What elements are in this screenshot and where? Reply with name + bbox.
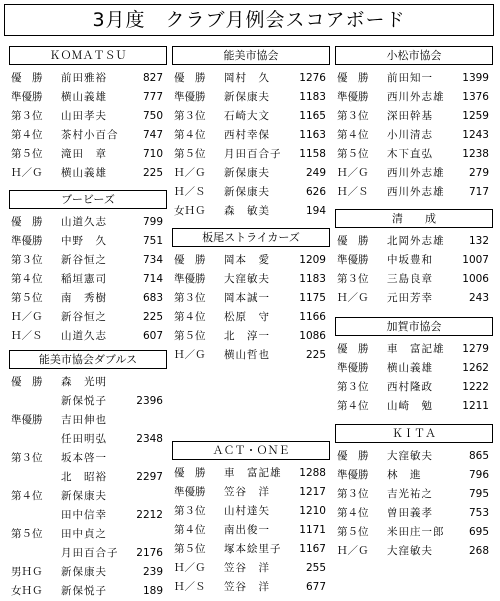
player-name: 元田芳幸 (387, 292, 433, 304)
player-name: 塚本絵里子 (224, 543, 282, 555)
score-value: 750 (142, 110, 163, 122)
rank-label: 第５位 (11, 528, 43, 540)
score-value: 2396 (136, 395, 163, 407)
rank-label: Ｈ／Ｇ (174, 562, 206, 574)
player-name: 岡村 久 (224, 72, 270, 84)
score-row (9, 373, 167, 392)
score-row (9, 392, 167, 411)
score-value: 747 (142, 129, 163, 141)
player-name: 曽田義孝 (387, 507, 433, 519)
score-row (335, 340, 493, 359)
score-row (172, 251, 330, 270)
rank-label: 第５位 (174, 148, 206, 160)
player-name: 横山義雄 (61, 167, 107, 179)
score-value: 751 (142, 235, 163, 247)
rank-label: Ｈ／Ｇ (174, 167, 206, 179)
score-row (9, 582, 167, 601)
player-name: 月田百合子 (61, 547, 119, 559)
rank-label: 第３位 (174, 110, 206, 122)
score-value: 1276 (299, 72, 326, 84)
score-box-kaga (335, 317, 493, 416)
player-name: 山田孝夫 (61, 110, 107, 122)
score-row (9, 506, 167, 525)
rank-label: 準優勝 (337, 254, 369, 266)
score-value: 2212 (136, 509, 163, 521)
score-value: 1279 (462, 343, 489, 355)
box-header: ブービーズ (9, 191, 167, 209)
score-row (335, 359, 493, 378)
rank-label: 優 勝 (174, 467, 206, 479)
rank-label: Ｈ／Ｓ (337, 186, 369, 198)
score-row (9, 411, 167, 430)
rank-label: 優 勝 (11, 72, 43, 84)
score-row (172, 308, 330, 327)
score-row (335, 145, 493, 164)
rank-label: 第４位 (11, 129, 43, 141)
rank-label: 第４位 (11, 273, 43, 285)
score-value: 1211 (462, 400, 489, 412)
player-name: 稲垣憲司 (61, 273, 107, 285)
score-value: 1288 (299, 467, 326, 479)
box-header: 板尾ストライカーズ (172, 229, 330, 247)
rank-label: Ｈ／Ｓ (174, 186, 206, 198)
score-row (172, 521, 330, 540)
player-name: 中野 久 (61, 235, 107, 247)
score-box-seisei (335, 209, 493, 308)
score-row (9, 544, 167, 563)
score-row (9, 232, 167, 251)
player-name: 大窪敏夫 (387, 450, 433, 462)
box-header: ＡＣＴ・ＯＮＥ (172, 442, 330, 460)
player-name: 西川外志雄 (387, 167, 445, 179)
rank-label: 第５位 (174, 543, 206, 555)
score-value: 865 (468, 450, 489, 462)
score-row (9, 308, 167, 327)
score-row (335, 485, 493, 504)
player-name: 笠谷 洋 (224, 562, 270, 574)
rank-label: Ｈ／Ｇ (11, 311, 43, 323)
score-row (9, 270, 167, 289)
rank-label: 優 勝 (11, 216, 43, 228)
rank-label: 女ＨＧ (11, 585, 43, 597)
score-value: 683 (142, 292, 163, 304)
score-row (335, 251, 493, 270)
player-name: 大窪敏夫 (224, 273, 270, 285)
rank-label: Ｈ／Ｇ (174, 349, 206, 361)
player-name: 西川外志雄 (387, 186, 445, 198)
box-header: 能美市協会ダブルス (9, 351, 167, 369)
player-name: 山道久志 (61, 330, 107, 342)
score-value: 1262 (462, 362, 489, 374)
rank-label: Ｈ／Ｓ (11, 330, 43, 342)
rank-label: 女ＨＧ (174, 205, 206, 217)
player-name: 北 昭裕 (61, 471, 107, 483)
rank-label: 優 勝 (11, 376, 43, 388)
score-value: 796 (468, 469, 489, 481)
player-name: 山村達矢 (224, 505, 270, 517)
score-row (172, 559, 330, 578)
player-name: 前田知一 (387, 72, 433, 84)
box-header: ＫＩＴＡ (335, 425, 493, 443)
player-name: 横山義雄 (387, 362, 433, 374)
score-box-kita (335, 424, 493, 561)
rank-label: 第５位 (174, 330, 206, 342)
rank-label: 第５位 (11, 148, 43, 160)
player-name: 三島良章 (387, 273, 433, 285)
player-name: 田中貞之 (61, 528, 107, 540)
rank-label: 第４位 (174, 311, 206, 323)
rank-label: Ｈ／Ｓ (174, 581, 206, 593)
score-value: 1183 (299, 273, 326, 285)
box-header: ＫＯＭＡＴＳＵ (9, 47, 167, 65)
score-row (335, 164, 493, 183)
score-row (9, 525, 167, 544)
score-row (335, 523, 493, 542)
score-row (172, 346, 330, 365)
score-box-nomi-doubles (9, 350, 167, 601)
score-value: 225 (142, 167, 163, 179)
score-value: 1243 (462, 129, 489, 141)
score-value: 677 (305, 581, 326, 593)
player-name: 新保康夫 (224, 186, 270, 198)
score-row (9, 468, 167, 487)
score-value: 1210 (299, 505, 326, 517)
player-name: 茶村小百合 (61, 129, 119, 141)
score-row (172, 483, 330, 502)
score-value: 255 (305, 562, 326, 574)
rank-label: 第４位 (174, 524, 206, 536)
player-name: 森 敏美 (224, 205, 270, 217)
score-row (335, 397, 493, 416)
player-name: 笠谷 洋 (224, 581, 270, 593)
player-name: 森 光明 (61, 376, 107, 388)
score-value: 1167 (299, 543, 326, 555)
player-name: 滝田 章 (61, 148, 107, 160)
score-row (9, 88, 167, 107)
rank-label: 第５位 (337, 148, 369, 160)
score-value: 1166 (299, 311, 326, 323)
score-box-komatsu-city (335, 46, 493, 202)
score-value: 1006 (462, 273, 489, 285)
score-box-act-one (172, 441, 330, 597)
score-value: 734 (142, 254, 163, 266)
score-value: 1222 (462, 381, 489, 393)
player-name: 岡本 愛 (224, 254, 270, 266)
rank-label: 第５位 (11, 292, 43, 304)
score-row (9, 213, 167, 232)
score-value: 1007 (462, 254, 489, 266)
score-value: 194 (305, 205, 326, 217)
player-name: 吉田伸也 (61, 414, 107, 426)
player-name: 新保康夫 (61, 490, 107, 502)
score-value: 1171 (299, 524, 326, 536)
score-row (335, 466, 493, 485)
score-value: 1086 (299, 330, 326, 342)
score-value: 1399 (462, 72, 489, 84)
score-value: 717 (468, 186, 489, 198)
score-row (335, 542, 493, 561)
player-name: 田中信幸 (61, 509, 107, 521)
player-name: 石崎大文 (224, 110, 270, 122)
rank-label: 第３位 (174, 505, 206, 517)
rank-label: 第３位 (174, 292, 206, 304)
score-value: 1217 (299, 486, 326, 498)
page-title: 3月度 クラブ月例会スコアボード (4, 4, 494, 36)
score-row (335, 107, 493, 126)
rank-label: 第３位 (337, 110, 369, 122)
score-row (172, 107, 330, 126)
score-value: 607 (142, 330, 163, 342)
score-row (9, 107, 167, 126)
player-name: 吉光祐之 (387, 488, 433, 500)
score-value: 1376 (462, 91, 489, 103)
score-value: 1158 (299, 148, 326, 160)
score-row (172, 183, 330, 202)
score-value: 626 (305, 186, 326, 198)
rank-label: 第４位 (337, 507, 369, 519)
score-box-komatsu (9, 46, 167, 183)
rank-label: 準優勝 (337, 91, 369, 103)
player-name: 月田百合子 (224, 148, 282, 160)
rank-label: Ｈ／Ｇ (337, 167, 369, 179)
rank-label: 第３位 (11, 452, 43, 464)
rank-label: 準優勝 (337, 469, 369, 481)
score-row (9, 69, 167, 88)
score-value: 132 (468, 235, 489, 247)
player-name: 深田幹基 (387, 110, 433, 122)
player-name: 西村幸保 (224, 129, 270, 141)
score-row (335, 378, 493, 397)
score-row (335, 69, 493, 88)
player-name: 前田雅裕 (61, 72, 107, 84)
player-name: 新保康夫 (224, 91, 270, 103)
score-value: 1165 (299, 110, 326, 122)
rank-label: 第３位 (337, 273, 369, 285)
score-box-nomi (172, 46, 330, 221)
player-name: 西村隆政 (387, 381, 433, 393)
score-box-boobies (9, 190, 167, 346)
score-value: 753 (468, 507, 489, 519)
box-header: 加賀市協会 (335, 318, 493, 336)
box-header: 小松市協会 (335, 47, 493, 65)
rank-label: 優 勝 (174, 254, 206, 266)
player-name: 山道久志 (61, 216, 107, 228)
player-name: 林 進 (387, 469, 422, 481)
score-value: 795 (468, 488, 489, 500)
score-row (172, 69, 330, 88)
score-value: 1238 (462, 148, 489, 160)
score-row (9, 449, 167, 468)
player-name: 西川外志雄 (387, 91, 445, 103)
player-name: 山崎 勉 (387, 400, 433, 412)
rank-label: 第５位 (337, 526, 369, 538)
score-row (9, 487, 167, 506)
score-value: 695 (468, 526, 489, 538)
player-name: 北岡外志雄 (387, 235, 445, 247)
score-row (172, 327, 330, 346)
score-row (335, 183, 493, 202)
player-name: 新保康夫 (224, 167, 270, 179)
score-row (9, 145, 167, 164)
score-value: 2348 (136, 433, 163, 445)
score-row (172, 540, 330, 559)
rank-label: 準優勝 (11, 91, 43, 103)
player-name: 中坂豊和 (387, 254, 433, 266)
player-name: 坂本啓一 (61, 452, 107, 464)
score-value: 827 (142, 72, 163, 84)
box-header: 清 成 (335, 210, 493, 228)
score-value: 243 (468, 292, 489, 304)
rank-label: 準優勝 (174, 273, 206, 285)
score-row (9, 251, 167, 270)
rank-label: 優 勝 (174, 72, 206, 84)
score-row (172, 502, 330, 521)
score-value: 710 (142, 148, 163, 160)
rank-label: 準優勝 (174, 91, 206, 103)
score-row (9, 430, 167, 449)
score-row (9, 289, 167, 308)
player-name: 車 富記雄 (387, 343, 445, 355)
player-name: 車 富記雄 (224, 467, 282, 479)
player-name: 大窪敏夫 (387, 545, 433, 557)
score-row (335, 504, 493, 523)
score-row (172, 164, 330, 183)
player-name: 新谷恒之 (61, 311, 107, 323)
score-value: 249 (305, 167, 326, 179)
player-name: 笠谷 洋 (224, 486, 270, 498)
score-row (172, 289, 330, 308)
rank-label: 準優勝 (11, 235, 43, 247)
score-value: 225 (142, 311, 163, 323)
score-row (335, 447, 493, 466)
rank-label: 第３位 (11, 110, 43, 122)
score-value: 239 (142, 566, 163, 578)
score-row (172, 88, 330, 107)
score-value: 1183 (299, 91, 326, 103)
rank-label: 第３位 (337, 488, 369, 500)
box-header: 能美市協会 (172, 47, 330, 65)
score-row (335, 126, 493, 145)
score-value: 225 (305, 349, 326, 361)
score-value: 268 (468, 545, 489, 557)
player-name: 木下直弘 (387, 148, 433, 160)
score-row (172, 202, 330, 221)
rank-label: 優 勝 (337, 450, 369, 462)
score-value: 279 (468, 167, 489, 179)
score-value: 2297 (136, 471, 163, 483)
rank-label: Ｈ／Ｇ (11, 167, 43, 179)
rank-label: 男ＨＧ (11, 566, 43, 578)
rank-label: Ｈ／Ｇ (337, 545, 369, 557)
player-name: 南出俊一 (224, 524, 270, 536)
rank-label: 準優勝 (11, 414, 43, 426)
score-value: 1163 (299, 129, 326, 141)
player-name: 新保悦子 (61, 585, 107, 597)
player-name: 松原 守 (224, 311, 270, 323)
player-name: 横山義雄 (61, 91, 107, 103)
score-row (335, 232, 493, 251)
score-row (172, 145, 330, 164)
rank-label: 準優勝 (337, 362, 369, 374)
score-box-itao (172, 228, 330, 365)
rank-label: 第４位 (174, 129, 206, 141)
rank-label: 優 勝 (337, 72, 369, 84)
rank-label: 準優勝 (174, 486, 206, 498)
score-value: 799 (142, 216, 163, 228)
rank-label: 第４位 (11, 490, 43, 502)
score-value: 1209 (299, 254, 326, 266)
player-name: 横山哲也 (224, 349, 270, 361)
rank-label: 優 勝 (337, 343, 369, 355)
rank-label: 第３位 (337, 381, 369, 393)
rank-label: 優 勝 (337, 235, 369, 247)
rank-label: 第４位 (337, 129, 369, 141)
score-row (172, 126, 330, 145)
rank-label: 第４位 (337, 400, 369, 412)
score-value: 2176 (136, 547, 163, 559)
score-value: 777 (142, 91, 163, 103)
player-name: 新保悦子 (61, 395, 107, 407)
player-name: 南 秀樹 (61, 292, 107, 304)
score-value: 1175 (299, 292, 326, 304)
score-value: 189 (142, 585, 163, 597)
score-row (9, 126, 167, 145)
score-value: 714 (142, 273, 163, 285)
score-row (172, 578, 330, 597)
score-value: 1259 (462, 110, 489, 122)
rank-label: Ｈ／Ｇ (337, 292, 369, 304)
player-name: 新谷恒之 (61, 254, 107, 266)
score-row (335, 289, 493, 308)
player-name: 任田明弘 (61, 433, 107, 445)
player-name: 北 淳一 (224, 330, 270, 342)
player-name: 小川清志 (387, 129, 433, 141)
rank-label: 第３位 (11, 254, 43, 266)
player-name: 新保康夫 (61, 566, 107, 578)
score-row (172, 270, 330, 289)
score-row (9, 164, 167, 183)
score-row (335, 88, 493, 107)
score-row (9, 327, 167, 346)
player-name: 米田庄一郎 (387, 526, 445, 538)
score-row (172, 464, 330, 483)
player-name: 岡本誠一 (224, 292, 270, 304)
score-row (9, 563, 167, 582)
score-row (335, 270, 493, 289)
